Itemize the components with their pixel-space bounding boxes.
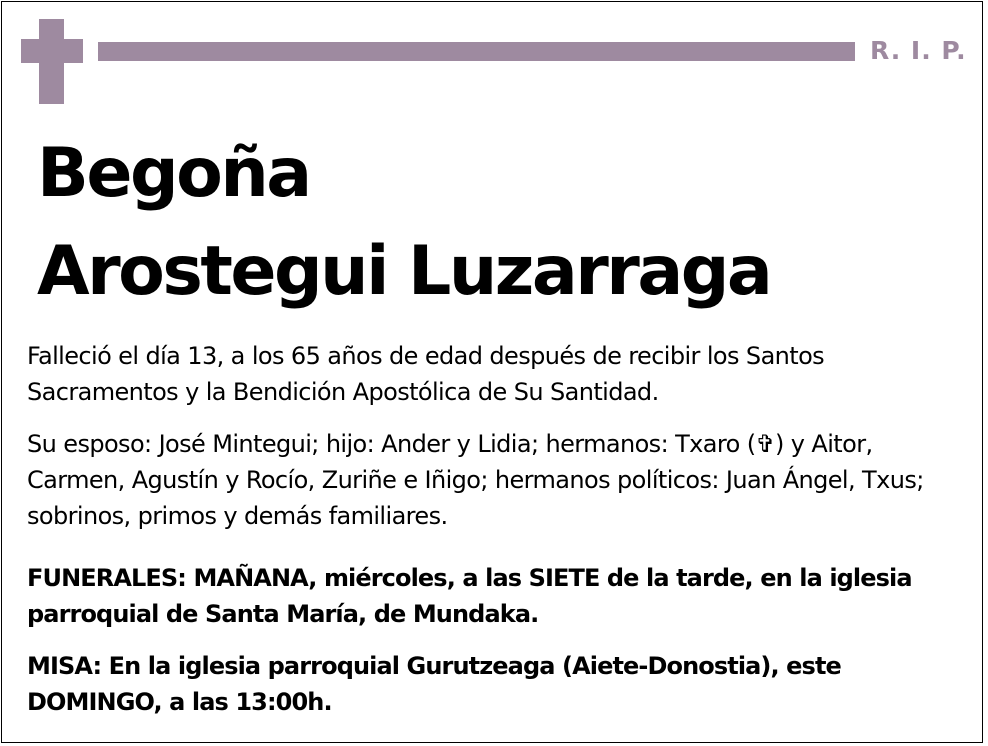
deceased-first-name: Begoña bbox=[37, 134, 310, 213]
cross-icon-arm bbox=[21, 39, 83, 63]
deceased-surnames: Arostegui Luzarraga bbox=[37, 232, 771, 311]
funerals-paragraph: FUNERALES: MAÑANA, miércoles, a las SIETE de la tarde, en la iglesia parroquial de Santa María, de Mundaka. bbox=[27, 564, 912, 628]
header-bar bbox=[98, 42, 855, 61]
obituary-frame bbox=[1, 1, 983, 743]
death-notice-paragraph: Falleció el día 13, a los 65 años de edad después de recibir los Santos Sacramentos y la Bendición Apostólica de Su Santidad. bbox=[27, 342, 825, 406]
mass-paragraph: MISA: En la iglesia parroquial Gurutzeaga (Aiete-Donostia), este DOMINGO, a las 13:00h. bbox=[27, 652, 841, 716]
family-paragraph: Su esposo: José Mintegui; hijo: Ander y Lidia; hermanos: Txaro (✞) y Aitor, Carmen, Agustín y Rocío, Zuriñe e Iñigo; hermanos políticos: Juan Ángel, Txus; sobrinos, primos y demás familiares. bbox=[27, 430, 924, 530]
rip-label: R. I. P. bbox=[870, 36, 967, 65]
